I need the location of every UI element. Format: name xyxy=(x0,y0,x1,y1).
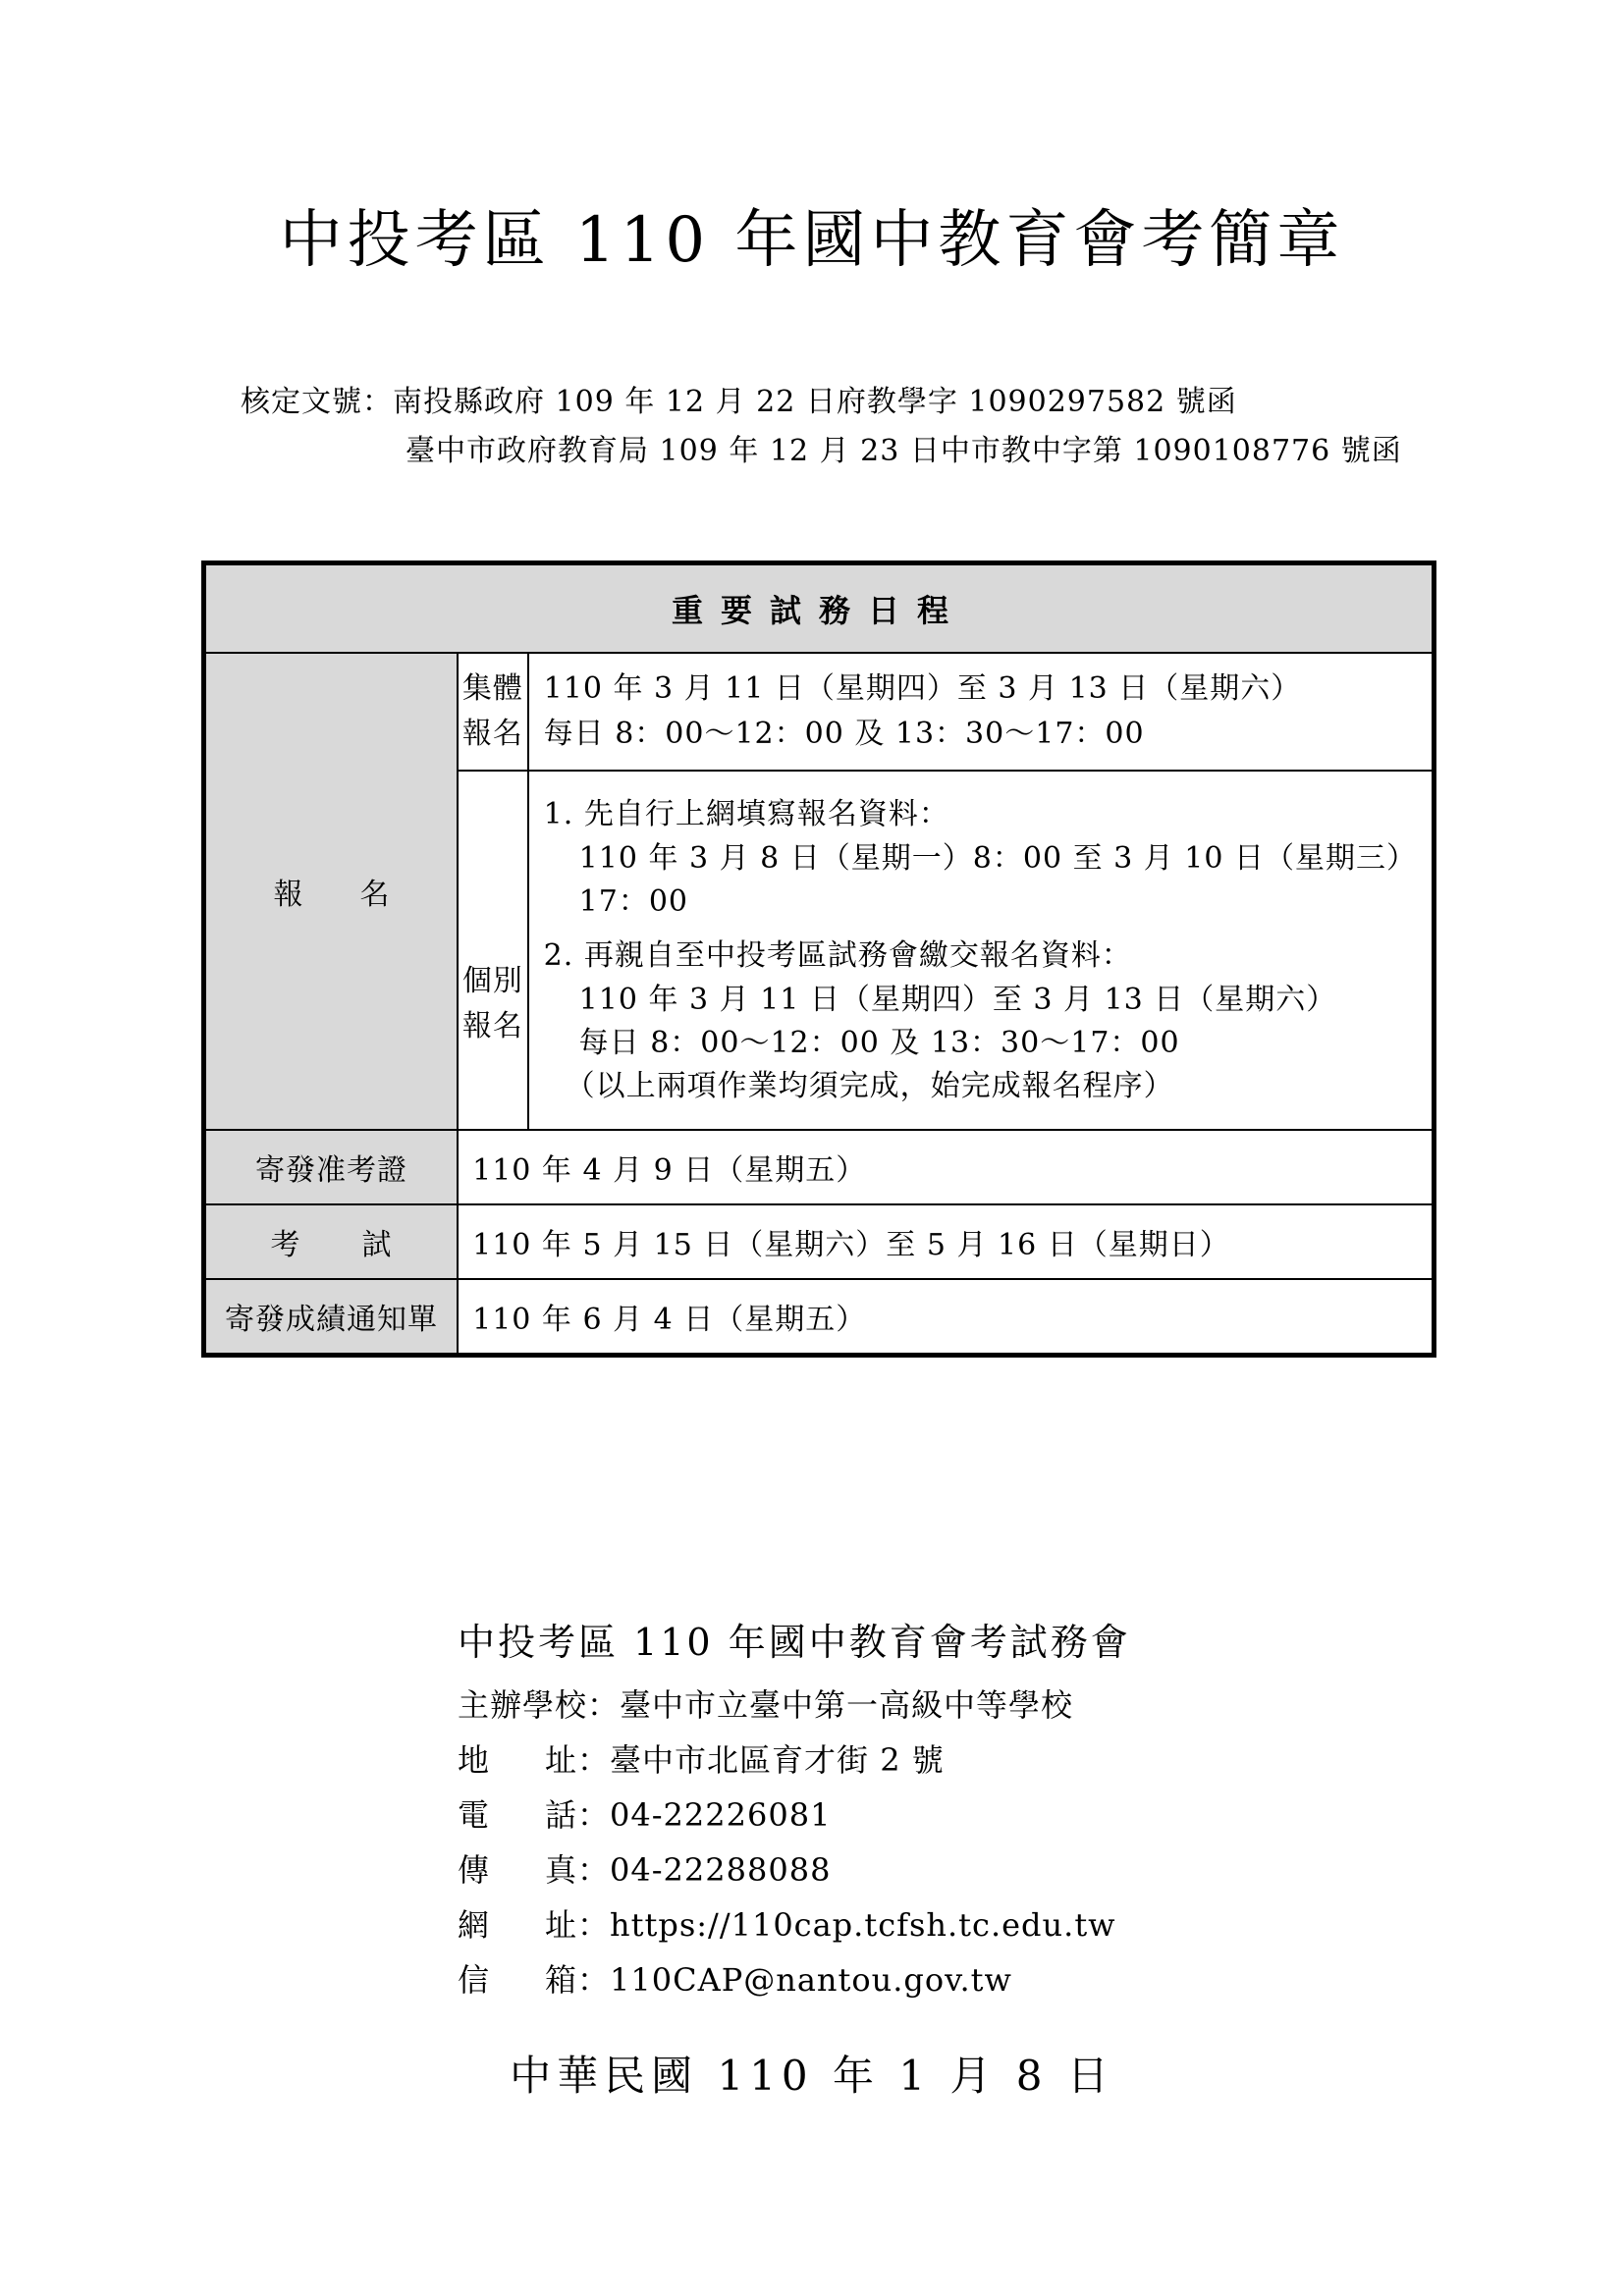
fax-line xyxy=(458,1842,1131,1897)
host-school-line xyxy=(458,1678,1131,1733)
approval-line-1: 南投縣政府 109 年 12 月 22 日府教學字 1090297582 號函 xyxy=(393,385,1237,419)
email-value[interactable]: 110CAP@nantou.gov.tw xyxy=(610,1961,1012,1999)
email-colon: ： xyxy=(577,1961,611,1999)
individual-label-2: 報名 xyxy=(461,1009,523,1043)
website-colon: ： xyxy=(577,1906,611,1944)
contact-info xyxy=(458,1615,1131,2007)
step1-line-2: 17：00 xyxy=(578,884,689,919)
group-label-2: 報名 xyxy=(461,717,523,751)
step2-line-1: 110 年 3 月 11 日（星期四）至 3 月 13 日（星期六） xyxy=(578,983,1337,1017)
step1-line-1: 110 年 3 月 8 日（星期一）8：00 至 3 月 10 日（星期三） xyxy=(578,841,1417,876)
admission-ticket-row xyxy=(204,1130,1435,1204)
exam-label: 考 試 xyxy=(204,1204,459,1279)
fax-value: 04-22288088 xyxy=(610,1851,832,1889)
exam-row xyxy=(204,1204,1435,1279)
step2-line-2: 每日 8：00～12：00 及 13：30～17：00 xyxy=(578,1026,1180,1060)
schedule-table xyxy=(201,561,1436,1358)
admission-ticket-value: 110 年 4 月 9 日（星期五） xyxy=(458,1130,1434,1204)
host-school-label: 主辦學校： xyxy=(458,1686,621,1724)
phone-value: 04-22226081 xyxy=(610,1796,832,1834)
score-notice-row xyxy=(204,1279,1435,1356)
registration-label: 報名 xyxy=(204,653,459,1130)
host-school-value: 臺中市立臺中第一高級中等學校 xyxy=(620,1686,1074,1724)
schedule-header: 重要試務日程 xyxy=(204,563,1435,654)
website-label: 網址 xyxy=(458,1906,577,1944)
individual-registration-content xyxy=(528,771,1435,1130)
individual-registration-label xyxy=(458,771,528,1130)
step2-note: （以上兩項作業均須完成，始完成報名程序） xyxy=(565,1069,1174,1103)
group-line-1: 110 年 3 月 11 日（星期四）至 3 月 13 日（星期六） xyxy=(543,671,1302,706)
fax-label: 傳真 xyxy=(458,1851,577,1889)
phone-line xyxy=(458,1788,1131,1842)
group-label-1: 集體 xyxy=(461,671,523,706)
group-registration-content xyxy=(528,653,1435,771)
group-registration-label xyxy=(458,653,528,771)
phone-label: 電話 xyxy=(458,1796,577,1834)
address-value: 臺中市北區育才街 2 號 xyxy=(610,1741,945,1779)
issue-date: 中華民國 110 年 1 月 8 日 xyxy=(510,2052,1114,2100)
exam-value: 110 年 5 月 15 日（星期六）至 5 月 16 日（星期日） xyxy=(458,1204,1434,1279)
website-line xyxy=(458,1897,1131,1952)
website-value[interactable]: https://110cap.tcfsh.tc.edu.tw xyxy=(610,1906,1116,1944)
approval-numbers xyxy=(241,378,1402,476)
step1-title: 1. 先自行上網填寫報名資料： xyxy=(543,797,949,831)
individual-label-1: 個別 xyxy=(461,964,523,998)
group-line-2: 每日 8：00～12：00 及 13：30～17：00 xyxy=(543,717,1145,751)
address-line xyxy=(458,1733,1131,1788)
score-notice-label: 寄發成績通知單 xyxy=(204,1279,459,1356)
group-registration-row xyxy=(204,653,1435,771)
page-title: 中投考區 110 年國中教育會考簡章 xyxy=(279,204,1345,277)
email-label: 信箱 xyxy=(458,1961,577,1999)
organizer-name: 中投考區 110 年國中教育會考試務會 xyxy=(458,1621,1131,1664)
fax-colon: ： xyxy=(577,1851,611,1889)
phone-colon: ： xyxy=(577,1796,611,1834)
address-label: 地址 xyxy=(458,1741,577,1779)
approval-label: 核定文號： xyxy=(241,385,393,419)
approval-line-2: 臺中市政府教育局 109 年 12 月 23 日中市教中字第 1090108776 號函 xyxy=(406,434,1402,468)
step2-title: 2. 再親自至中投考區試務會繳交報名資料： xyxy=(543,938,1132,973)
score-notice-value: 110 年 6 月 4 日（星期五） xyxy=(458,1279,1434,1356)
schedule-header-row xyxy=(204,563,1435,654)
address-colon: ： xyxy=(577,1741,611,1779)
email-line xyxy=(458,1952,1131,2007)
admission-ticket-label: 寄發准考證 xyxy=(204,1130,459,1204)
